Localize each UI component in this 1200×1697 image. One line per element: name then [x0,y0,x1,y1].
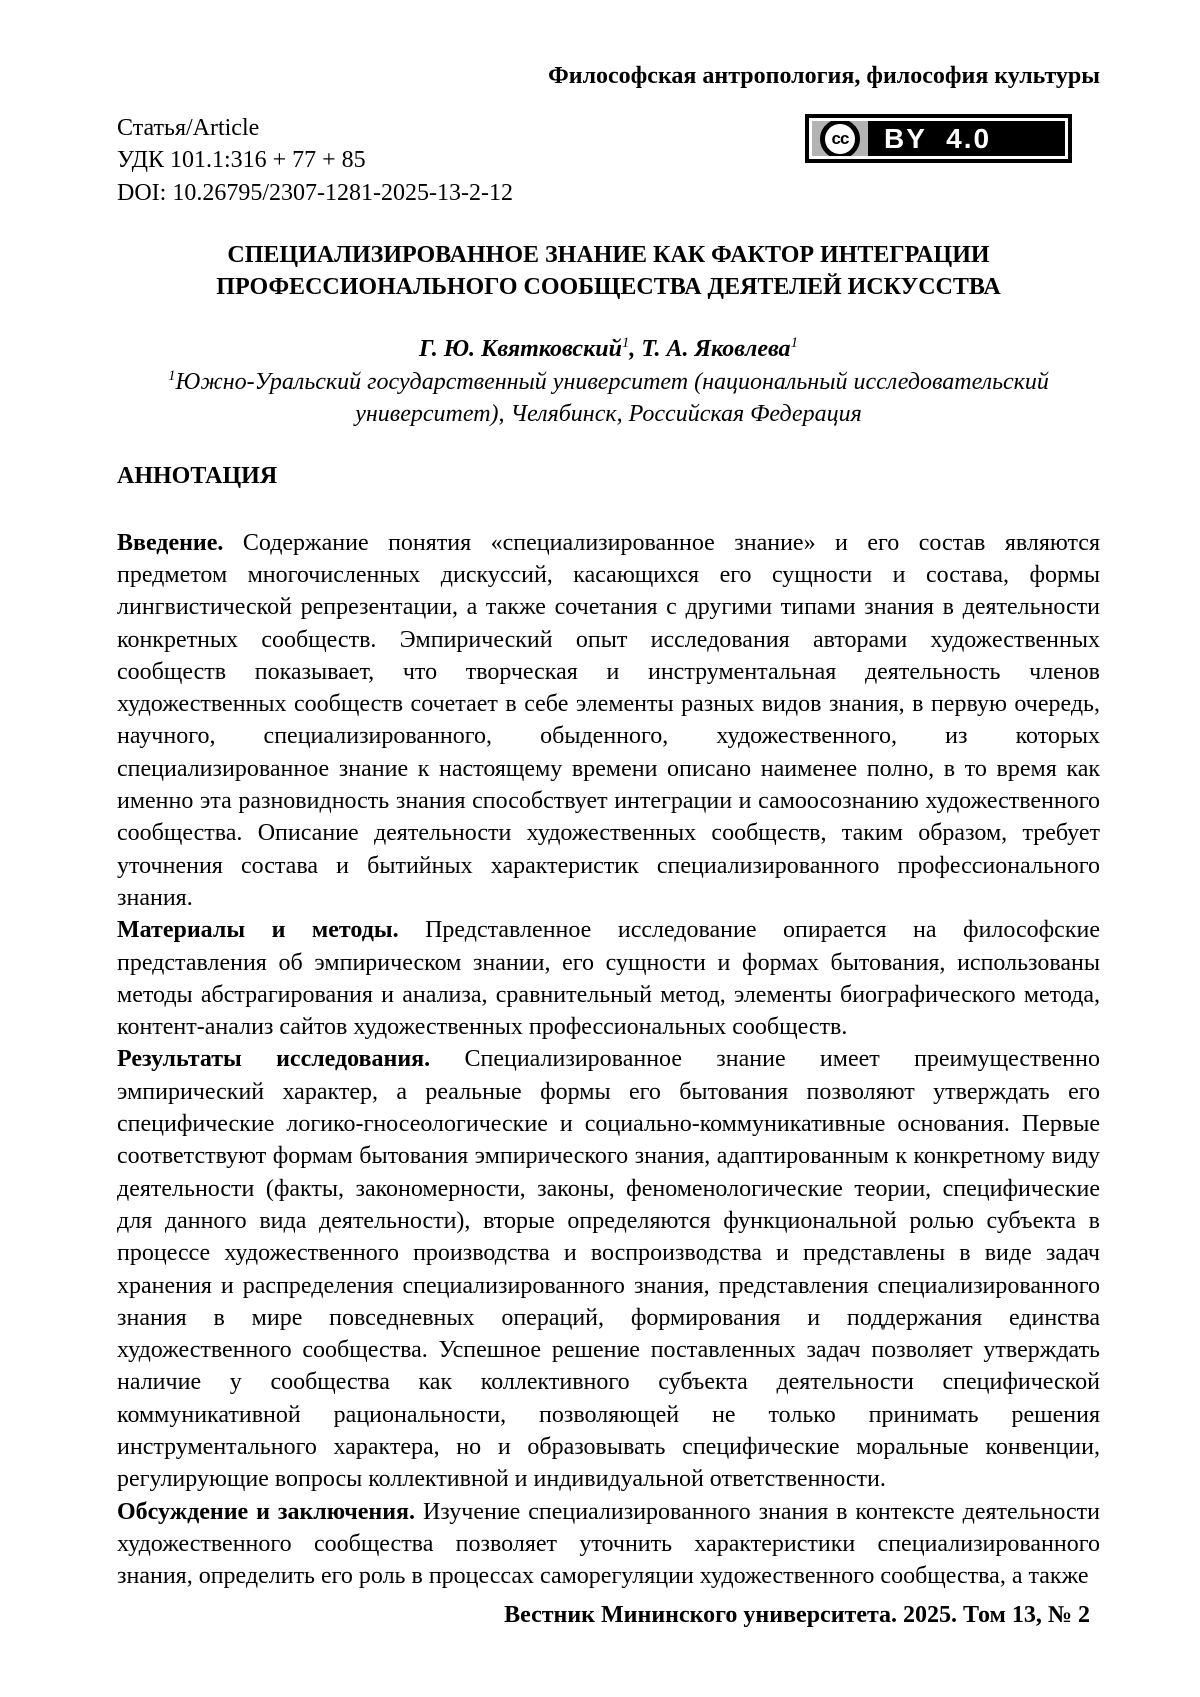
abstract-section-label: Введение. [117,529,224,556]
cc-badge-frame [809,118,1068,159]
cc-license-label: BY 4.0 [884,122,992,154]
journal-section-header: Философская антропология, философия культуры [548,63,1100,89]
article-authors [117,333,1100,365]
author-affiliation-superscript: 1 [621,335,630,352]
abstract-section-label: Материалы и методы. [117,917,399,944]
abstract-section-materials-methods [117,914,1100,1043]
abstract-section-introduction [117,527,1100,915]
doi-label: DOI: 10.26795/2307-1281-2025-13-2-12 [117,179,513,206]
creative-commons-icon [820,119,860,159]
cc-by-license-badge[interactable] [805,114,1072,163]
abstract-section-label: Результаты исследования. [117,1046,431,1073]
article-title [117,239,1100,304]
abstract-section-label: Обсуждение и заключения. [117,1498,416,1525]
article-type-label: Статья/Article [117,115,260,141]
article-title-line-1: СПЕЦИАЛИЗИРОВАННОЕ ЗНАНИЕ КАК ФАКТОР ИНТЕГРАЦИИ [227,241,990,268]
affiliation-line-2: университет), Челябинск, Российская Федерация [355,401,862,428]
affiliation-line-1 [117,366,1100,398]
abstract-heading: АННОТАЦИЯ [117,463,278,490]
authors-affiliation-block [117,333,1100,430]
author-affiliation-superscript: 1 [790,335,798,352]
cc-logo-box [812,121,868,156]
affiliation-text: Южно-Уральский государственный университет (национальный исследовательский [175,368,1049,395]
abstract-section-text: Специализированное знание имеет преимущественно эмпирический характер, а реальные формы его бытования позволяют утверждать его специфические логико-гносеологические и социально-коммуникативные основания. Первые соответствуют формам бытования эмпирического знания, адаптированным к конкретному виду деятельности (факты, закономерности, законы, феноменологические теории, специфические для данного вида деятельности), вторые определяются функциональной ролью субъекта в процессе художественного производства и воспроизводства и представлены в виде задач хранения и распределения специализированного знания, представления специализированного знания в мире повседневных операций, формирования и поддержания единства художественного сообщества. Успешное решение поставленных задач позволяет утверждать наличие у сообщества как коллективного субъекта деятельности специфической коммуникативной рациональности, позволяющей не только принимать решения инструментального характера, но и образовывать специфические моральные конвенции, регулирующие вопросы коллективной и индивидуальной ответственности. [117,1046,1100,1493]
abstract-section-text: Содержание понятия «специализированное знание» и его состав являются предметом многочисленных дискуссий, касающихся его сущности и состава, формы лингвистической репрезентации, а также сочетания с другими типами знания в деятельности конкретных сообществ. Эмпирический опыт исследования авторами художественных сообществ показывает, что творческая и инструментальная деятельность членов художественных сообществ сочетает в себе элементы разных видов знания, в первую очередь, научного, специализированного, обыденного, художественного, из которых специализированное знание к настоящему времени описано наименее полно, в то время как именно эта разновидность знания способствует интеграции и самоосознанию художественного сообщества. Описание деятельности художественных сообществ, таким образом, требует уточнения состава и бытийных характеристик специализированного профессионального знания. [117,529,1100,911]
cc-icon-letters: cc [831,129,849,148]
abstract-section-text: Изучение специализированного знания в контексте деятельности художественного сообщества позволяет уточнить характеристики специализированного знания, определить его роль в процессах саморегуляции художественного сообщества, а также [117,1498,1100,1590]
author-name: Г. Ю. Квятковский [419,336,622,363]
abstract-section-results [117,1043,1100,1495]
udc-label: УДК 101.1:316 + 77 + 85 [117,147,366,174]
abstract-section-discussion-conclusions [117,1496,1100,1593]
article-title-line-2: ПРОФЕССИОНАЛЬНОГО СООБЩЕСТВА ДЕЯТЕЛЕЙ ИСКУССТВА [216,274,1001,301]
authors-separator: , [629,336,642,363]
article-meta-block [117,112,637,209]
affiliation-superscript: 1 [168,367,176,384]
abstract-section-text: Представленное исследование опирается на философские представления об эмпирическом знании, его сущности и формах бытования, использованы методы абстрагирования и анализа, сравнительный метод, элементы биографического метода, контент-анализ сайтов художественных профессиональных сообществ. [117,917,1100,1041]
abstract-body [117,527,1100,1593]
author-name: Т. А. Яковлева [641,336,791,363]
journal-footer: Вестник Мининского университета. 2025. Том 13, № 2 [504,1602,1090,1628]
